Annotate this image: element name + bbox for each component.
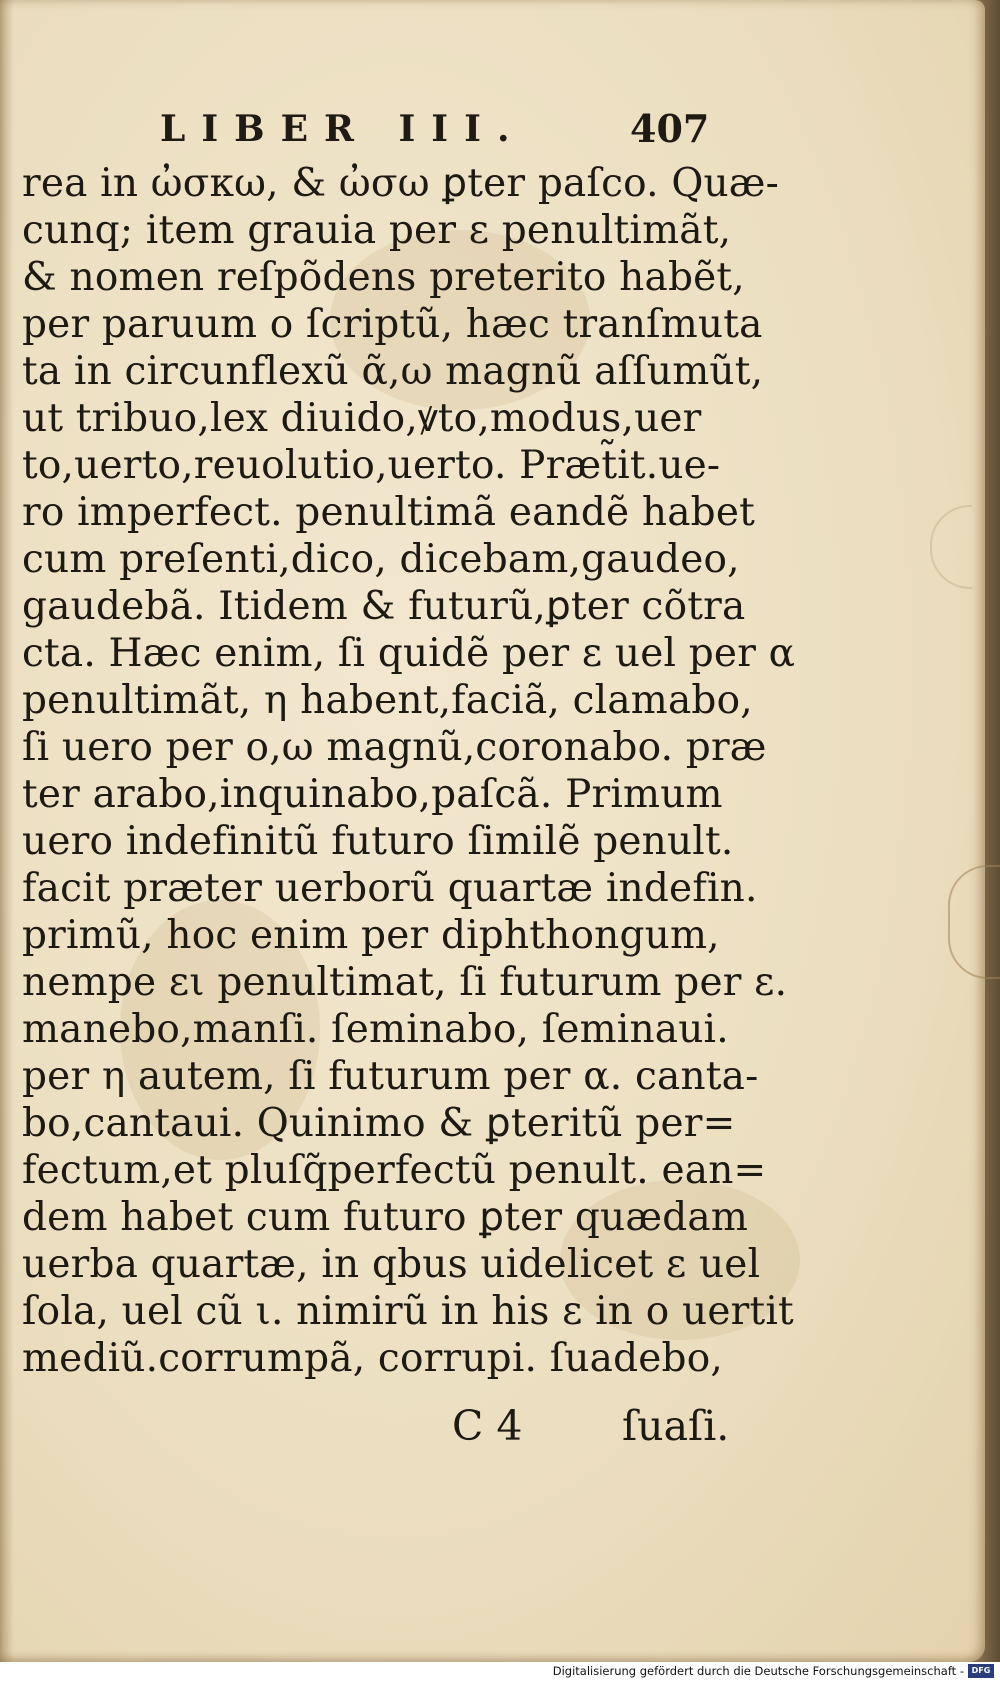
- text-line: ſi uero per o,ω magnũ,coronabo. præ: [22, 725, 767, 770]
- text-line: bo,cantaui. Quinimo & ꝑteritũ per=: [22, 1101, 736, 1146]
- signature-mark: C 4: [452, 1402, 523, 1450]
- text-line: fectum,et pluſq̃perfectũ penult. ean=: [22, 1148, 767, 1193]
- dfg-logo: DFG: [968, 1664, 994, 1678]
- text-line: dem habet cum futuro ꝑter quædam: [22, 1195, 748, 1240]
- text-line: nempe ει penultimat, ſi futurum per ε.: [22, 960, 788, 1005]
- text-line: & nomen reſpõdens preterito habẽt,: [22, 255, 745, 300]
- page-footer: [0, 1402, 985, 1462]
- body-text: [22, 160, 796, 1382]
- text-line: mediũ.corrumpã, corrupi. ſuadebo,: [22, 1336, 723, 1381]
- text-line: ro imperfect. penultimã eandẽ habet: [22, 490, 755, 535]
- text-line: per η autem, ſi futurum per α. canta-: [22, 1054, 759, 1099]
- text-line: ut tribuo,lex diuido,ꝟto,modus,uer: [22, 396, 702, 441]
- text-line: to,uerto,reuolutio,uerto. Præt̃it.ue-: [22, 443, 721, 488]
- text-line: per paruum o ſcriptũ, hæc tranſmuta: [22, 302, 763, 347]
- text-line: gaudebã. Itidem & futurũ,ꝑter cõtra: [22, 584, 746, 629]
- catchword: ſuaſi.: [622, 1402, 730, 1450]
- text-line: uero indefinitũ futuro ſimilẽ penult.: [22, 819, 734, 864]
- running-head: LIBER III.: [160, 108, 526, 150]
- text-line: penultimãt, η habent,faciã, clamabo,: [22, 678, 753, 723]
- text-line: ta in circunflexũ ᾶ,ω magnũ aſſumũt,: [22, 349, 764, 394]
- text-line: manebo,manſi. ſeminabo, ſeminaui.: [22, 1007, 729, 1052]
- text-line: rea in ὠσκω, & ὠσω ꝑter paſco. Quæ-: [22, 161, 780, 206]
- text-line: primũ, hoc enim per diphthongum,: [22, 913, 720, 958]
- text-line: cunq; item grauia per ε penultimãt,: [22, 208, 732, 253]
- text-line: cum preſenti,dico, dicebam,gaudeo,: [22, 537, 740, 582]
- clasp-impression: [930, 505, 972, 589]
- clasp-impression: [948, 865, 1000, 979]
- folio-number: 407: [630, 106, 710, 151]
- text-line: ter arabo,inquinabo,paſcã. Primum: [22, 772, 723, 817]
- digitization-credit: Digitalisierung gefördert durch die Deutsche Forschungsgemeinschaft -: [552, 1664, 964, 1678]
- page-header: [160, 106, 710, 158]
- text-line: uerba quartæ, in qbus uidelicet ε uel: [22, 1242, 761, 1287]
- text-line: cta. Hæc enim, ſi quidẽ per ε uel per α: [22, 631, 796, 676]
- text-line: facit præter uerborũ quartæ indefin.: [22, 866, 758, 911]
- text-line: ſola, uel cũ ι. nimirũ in his ε in o uertit: [22, 1289, 794, 1334]
